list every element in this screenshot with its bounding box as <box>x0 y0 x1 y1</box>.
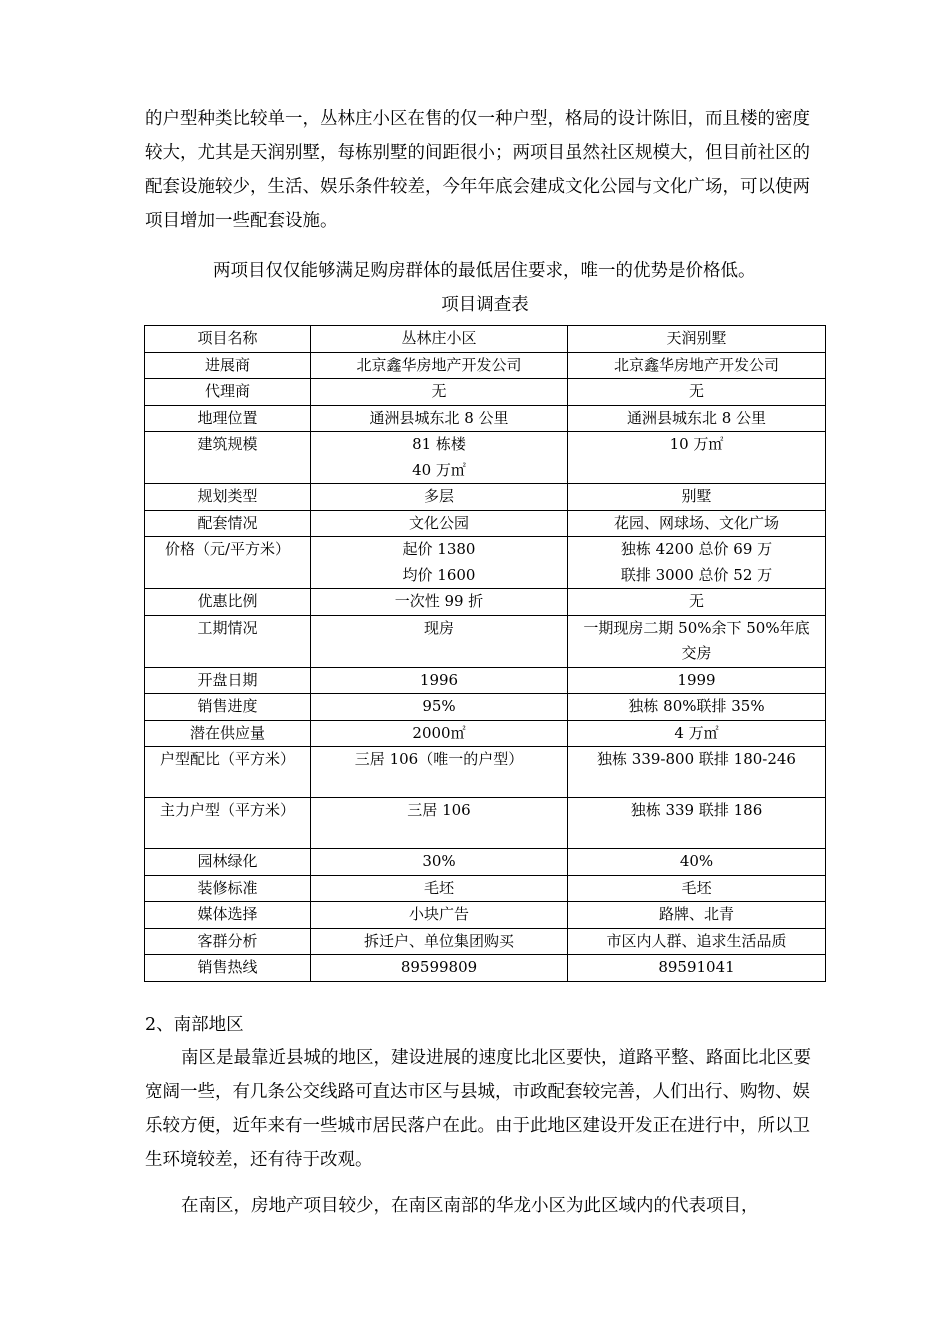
table-row <box>145 510 826 537</box>
table-row <box>145 484 826 511</box>
row-label-cell: 装修标准 <box>145 875 311 902</box>
conglinzhuang-cell <box>311 694 568 721</box>
table-row <box>145 902 826 929</box>
table-row <box>145 615 826 667</box>
row-label-cell: 建筑规模 <box>145 432 311 484</box>
table-row <box>145 849 826 876</box>
cell-line: 小块广告 <box>408 905 469 923</box>
table-row <box>145 379 826 406</box>
cell-line: 95% <box>422 697 456 715</box>
row-label-cell: 客群分析 <box>145 928 311 955</box>
table-row <box>145 352 826 379</box>
cell-line: 别墅 <box>681 487 712 505</box>
row-label-cell: 销售进度 <box>145 694 311 721</box>
row-label-cell: 价格（元/平方米） <box>145 537 311 589</box>
row-label-cell: 配套情况 <box>145 510 311 537</box>
table-row <box>145 537 826 589</box>
paragraph-south-projects: 在南区，房地产项目较少，在南区南部的华龙小区为此区域内的代表项目， <box>181 1196 759 1216</box>
table-row <box>145 747 826 798</box>
cell-line: 毛坯 <box>681 878 712 897</box>
row-label-cell: 媒体选择 <box>145 902 311 929</box>
conglinzhuang-cell <box>311 747 568 798</box>
tianrun-cell <box>568 379 826 406</box>
project-survey-table <box>144 325 826 982</box>
header-cell: 丛林庄小区 <box>311 326 568 353</box>
table-row <box>145 667 826 694</box>
table-row <box>145 405 826 432</box>
conglinzhuang-cell <box>311 432 568 484</box>
cell-line: 通洲县城东北 8 公里 <box>626 408 767 427</box>
table-row <box>145 694 826 721</box>
cell-line: 独栋 339 联排 186 <box>630 801 763 819</box>
cell-line: 路牌、北青 <box>658 905 734 923</box>
tianrun-cell <box>568 747 826 798</box>
header-cell: 天润别墅 <box>568 326 826 353</box>
cell-line: 北京鑫华房地产开发公司 <box>356 355 522 374</box>
row-label-cell: 开盘日期 <box>145 667 311 694</box>
row-label-cell: 园林绿化 <box>145 849 311 876</box>
cell-line: 一期现房二期 50%余下 50%年底 <box>583 618 810 637</box>
cell-line: 现房 <box>423 618 454 637</box>
cell-line: 均价 1600 <box>402 565 476 584</box>
table-row <box>145 798 826 849</box>
cell-line: 起价 1380 <box>402 540 476 558</box>
cell-line: 30% <box>422 852 456 870</box>
row-label-cell: 潜在供应量 <box>145 720 311 747</box>
conglinzhuang-cell <box>311 379 568 406</box>
conglinzhuang-cell <box>311 849 568 876</box>
tianrun-cell <box>568 589 826 616</box>
cell-line: 三居 106 <box>407 801 471 819</box>
tianrun-cell <box>568 694 826 721</box>
tianrun-cell <box>568 667 826 694</box>
cell-line: 文化公园 <box>408 513 469 532</box>
tianrun-cell <box>568 902 826 929</box>
section-heading: 2、南部地区 <box>145 1015 244 1035</box>
conglinzhuang-cell <box>311 875 568 902</box>
cell-line: 独栋 4200 总价 69 万 <box>620 540 773 558</box>
tianrun-cell <box>568 432 826 484</box>
tianrun-cell <box>568 955 826 982</box>
cell-line: 三居 106（唯一的户型） <box>354 750 524 768</box>
paragraph-south-area: 南区是最靠近县城的地区，建设进展的速度比北区要快，道路平整、路面比北区要宽阔一些，有几条公交线路可直达市区与县城，市政配套较完善，人们出行、购物、娱乐较方便，近年来有一些城市居民落户在此。由于此地区建设开发正在进行中，所以卫生环境较差，还有待于改观。 <box>145 1048 811 1170</box>
cell-line: 独栋 80%联排 35% <box>628 697 765 715</box>
tianrun-cell <box>568 510 826 537</box>
table-row <box>145 928 826 955</box>
conglinzhuang-cell <box>311 902 568 929</box>
cell-line: 花园、网球场、文化广场 <box>613 513 779 532</box>
row-label-cell: 工期情况 <box>145 615 311 667</box>
paragraph-summary: 两项目仅仅能够满足购房群体的最低居住要求，唯一的优势是价格低。 <box>213 261 756 281</box>
row-label-cell: 代理商 <box>145 379 311 406</box>
table-row <box>145 875 826 902</box>
cell-line: 89591041 <box>658 958 735 976</box>
cell-line: 北京鑫华房地产开发公司 <box>613 355 779 374</box>
tianrun-cell <box>568 484 826 511</box>
cell-line: 1996 <box>419 670 459 689</box>
conglinzhuang-cell <box>311 798 568 849</box>
conglinzhuang-cell <box>311 405 568 432</box>
cell-line: 独栋 339-800 联排 180-246 <box>597 750 796 768</box>
tianrun-cell <box>568 849 826 876</box>
row-label-cell: 进展商 <box>145 352 311 379</box>
cell-line: 40% <box>679 852 714 870</box>
cell-line: 10 万㎡ <box>669 435 724 453</box>
cell-line: 2000㎡ <box>412 723 466 742</box>
cell-line: 毛坯 <box>423 878 454 897</box>
row-label-cell: 户型配比（平方米） <box>145 747 311 798</box>
tianrun-cell <box>568 798 826 849</box>
conglinzhuang-cell <box>311 615 568 667</box>
cell-line: 无 <box>688 382 704 400</box>
table-row <box>145 589 826 616</box>
table-caption: 项目调查表 <box>441 295 529 315</box>
table-row <box>145 955 826 982</box>
cell-line: 多层 <box>423 487 454 505</box>
header-cell: 项目名称 <box>145 326 311 353</box>
row-label-cell: 主力户型（平方米） <box>145 798 311 849</box>
conglinzhuang-cell <box>311 955 568 982</box>
tianrun-cell <box>568 352 826 379</box>
conglinzhuang-cell <box>311 510 568 537</box>
cell-line: 交房 <box>681 644 712 662</box>
conglinzhuang-cell <box>311 667 568 694</box>
table-row <box>145 432 826 484</box>
cell-line: 市区内人群、追求生活品质 <box>606 931 787 950</box>
paragraph-intro: 的户型种类比较单一，丛林庄小区在售的仅一种户型，格局的设计陈旧，而且楼的密度较大，尤其是天润别墅，每栋别墅的间距很小；两项目虽然社区规模大，但目前社区的配套设施较少，生活、娱乐条件较差，今年年底会建成文化公园与文化广场，可以使两项目增加一些配套设施。 <box>145 109 810 231</box>
table-header-row <box>145 326 826 353</box>
cell-line: 无 <box>431 382 447 400</box>
cell-line: 联排 3000 总价 52 万 <box>620 565 773 584</box>
conglinzhuang-cell <box>311 589 568 616</box>
tianrun-cell <box>568 405 826 432</box>
cell-line: 无 <box>688 592 704 610</box>
cell-line: 通洲县城东北 8 公里 <box>369 408 509 427</box>
tianrun-cell <box>568 928 826 955</box>
tianrun-cell <box>568 875 826 902</box>
tianrun-cell <box>568 537 826 589</box>
table-row <box>145 720 826 747</box>
cell-line: 一次性 99 折 <box>394 592 484 610</box>
row-label-cell: 优惠比例 <box>145 589 311 616</box>
conglinzhuang-cell <box>311 484 568 511</box>
row-label-cell: 地理位置 <box>145 405 311 432</box>
cell-line: 4 万㎡ <box>674 723 719 742</box>
cell-line: 89599809 <box>400 958 478 976</box>
conglinzhuang-cell <box>311 928 568 955</box>
cell-line: 40 万㎡ <box>412 460 466 479</box>
conglinzhuang-cell <box>311 537 568 589</box>
cell-line: 拆迁户、单位集团购买 <box>363 931 514 950</box>
tianrun-cell <box>568 615 826 667</box>
cell-line: 1999 <box>677 670 716 689</box>
row-label-cell: 规划类型 <box>145 484 311 511</box>
row-label-cell: 销售热线 <box>145 955 311 982</box>
conglinzhuang-cell <box>311 352 568 379</box>
cell-line: 81 栋楼 <box>412 435 466 453</box>
conglinzhuang-cell <box>311 720 568 747</box>
tianrun-cell <box>568 720 826 747</box>
